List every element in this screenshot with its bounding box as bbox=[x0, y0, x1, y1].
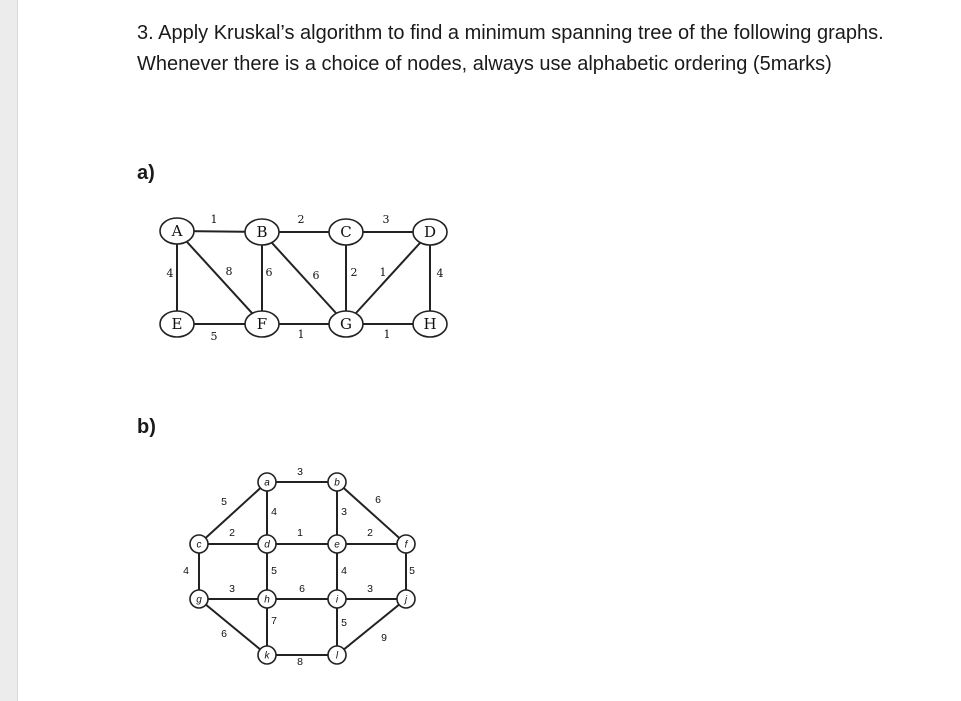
svg-text:f: f bbox=[404, 539, 408, 551]
svg-text:C: C bbox=[340, 223, 352, 241]
graph-b-weight-b-f: 6 bbox=[375, 493, 381, 506]
graph-a-node-b bbox=[245, 219, 279, 245]
graph-a-weight-d-g: 1 bbox=[379, 266, 387, 279]
graph-a-weight-a-b: 1 bbox=[210, 213, 218, 226]
graph-b-node-g bbox=[190, 590, 208, 608]
graph-b-weight-c-g: 4 bbox=[183, 564, 189, 577]
graph-b-weight-a-d: 4 bbox=[271, 505, 277, 518]
graph-b-weight-h-i: 6 bbox=[299, 582, 305, 595]
graph-b-weight-e-f: 2 bbox=[367, 526, 373, 539]
svg-text:h: h bbox=[264, 594, 270, 606]
graph-a-weight-a-f: 8 bbox=[225, 265, 233, 278]
graph-b-weight-h-k: 7 bbox=[271, 614, 277, 627]
graph-b-node-e bbox=[328, 535, 346, 553]
graph-b-weight-g-h: 3 bbox=[229, 582, 235, 595]
graph-a-edge-b-g bbox=[262, 232, 346, 324]
graph-a-node-h bbox=[413, 311, 447, 337]
graph-b-node-l bbox=[328, 646, 346, 664]
graph-a-node-a bbox=[160, 218, 194, 244]
graph-a-weight-c-g: 2 bbox=[350, 266, 358, 279]
svg-text:k: k bbox=[264, 650, 270, 662]
graph-b-node-k bbox=[258, 646, 276, 664]
graph-b-weight-b-e: 3 bbox=[341, 505, 347, 518]
graph-a-node-d bbox=[413, 219, 447, 245]
graph-a-weight-e-f: 5 bbox=[210, 330, 218, 343]
svg-text:e: e bbox=[334, 539, 340, 551]
graph-b-weight-d-h: 5 bbox=[271, 564, 277, 577]
svg-text:H: H bbox=[423, 315, 437, 333]
graph-a-node-g bbox=[329, 311, 363, 337]
graph-b-weight-j-l: 9 bbox=[381, 631, 387, 644]
question-text: 3. Apply Kruskal’s algorithm to find a minimum spanning tree of the following graphs. Whenever there is a choice of nodes, always use alphabetic ordering (5marks) bbox=[137, 22, 884, 75]
graph-b bbox=[183, 466, 415, 668]
graph-b-weight-a-c: 5 bbox=[221, 495, 227, 508]
graph-a-weight-f-g: 1 bbox=[297, 328, 305, 341]
svg-text:a: a bbox=[264, 477, 270, 489]
graph-b-node-i bbox=[328, 590, 346, 608]
graph-b-weight-f-j: 5 bbox=[409, 564, 415, 577]
svg-text:l: l bbox=[335, 650, 339, 662]
graph-b-weight-d-e: 1 bbox=[297, 526, 303, 539]
svg-text:b: b bbox=[334, 477, 340, 489]
graph-a-node-e bbox=[160, 311, 194, 337]
svg-text:F: F bbox=[256, 315, 268, 333]
svg-text:A: A bbox=[171, 222, 183, 240]
svg-text:G: G bbox=[340, 315, 352, 333]
graph-a-edge-d-g bbox=[346, 232, 430, 324]
graph-b-node-c bbox=[190, 535, 208, 553]
graph-b-node-j bbox=[397, 590, 415, 608]
part-b-label: b) bbox=[137, 416, 156, 438]
graph-a-node-f bbox=[245, 311, 279, 337]
graph-b-weight-c-d: 2 bbox=[229, 526, 235, 539]
svg-text:d: d bbox=[264, 539, 270, 551]
svg-text:E: E bbox=[171, 315, 183, 333]
graph-a-weight-b-c: 2 bbox=[297, 213, 305, 226]
graph-b-weight-e-i: 4 bbox=[341, 564, 347, 577]
graph-b-weight-k-l: 8 bbox=[297, 655, 303, 668]
graph-b-node-h bbox=[258, 590, 276, 608]
graph-a-weight-g-h: 1 bbox=[383, 328, 391, 341]
graph-a-edge-a-f bbox=[177, 231, 262, 324]
part-a-label: a) bbox=[137, 162, 155, 184]
graph-a-weight-d-h: 4 bbox=[436, 267, 444, 280]
graph-b-weight-i-l: 5 bbox=[341, 616, 347, 629]
graph-b-node-b bbox=[328, 473, 346, 491]
graph-b-weight-a-b: 3 bbox=[297, 465, 303, 478]
graph-a-weight-a-e: 4 bbox=[166, 267, 174, 280]
graph-a-weight-b-g: 6 bbox=[312, 269, 320, 282]
graph-b-weight-i-j: 3 bbox=[367, 582, 373, 595]
graph-a bbox=[160, 213, 447, 343]
svg-text:D: D bbox=[423, 223, 437, 241]
graph-a-weight-c-d: 3 bbox=[382, 213, 390, 226]
graph-b-node-a bbox=[258, 473, 276, 491]
svg-text:i: i bbox=[335, 594, 339, 606]
svg-text:B: B bbox=[256, 223, 268, 241]
graph-a-node-c bbox=[329, 219, 363, 245]
graph-b-node-f bbox=[397, 535, 415, 553]
svg-text:c: c bbox=[196, 539, 202, 551]
svg-text:j: j bbox=[404, 594, 408, 606]
graph-a-weight-b-f: 6 bbox=[265, 266, 273, 279]
svg-text:g: g bbox=[196, 594, 202, 606]
graph-b-edge-g-k bbox=[199, 599, 267, 655]
graph-b-node-d bbox=[258, 535, 276, 553]
graph-b-weight-g-k: 6 bbox=[221, 627, 227, 640]
graph-b-edge-j-l bbox=[337, 599, 406, 655]
